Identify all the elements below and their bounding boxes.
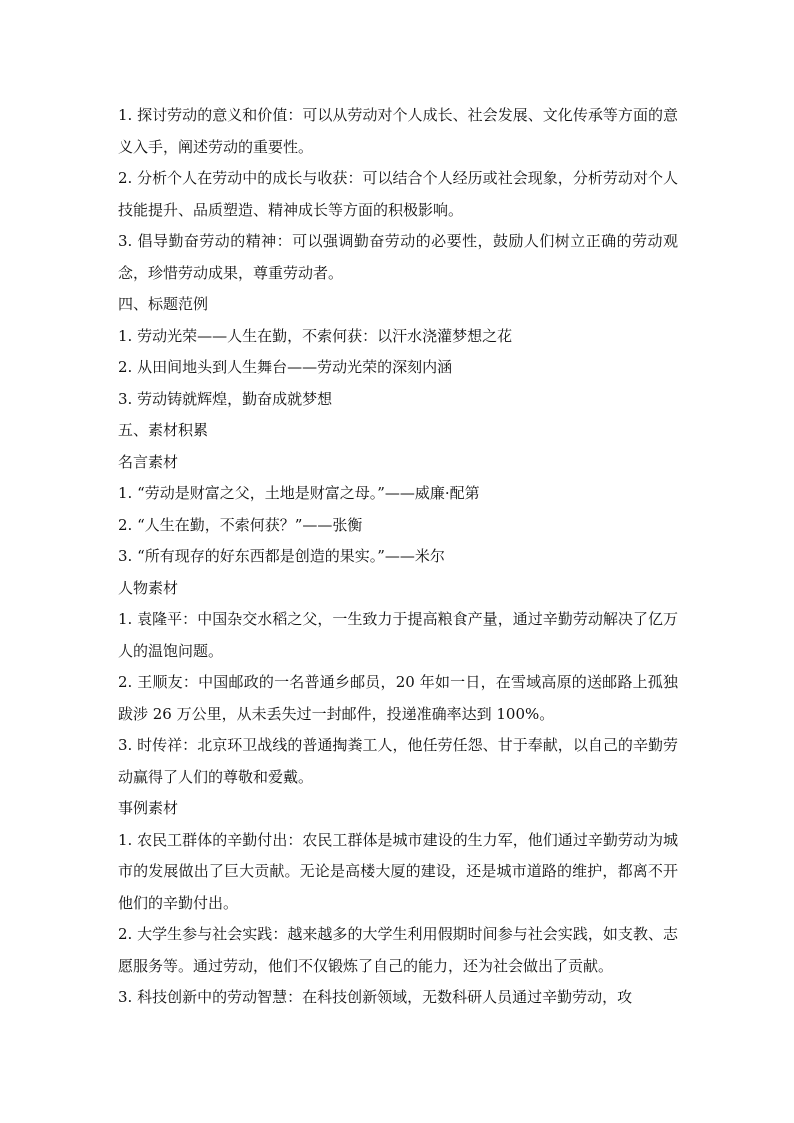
case-item-1: 1. 农民工群体的辛勤付出：农民工群体是城市建设的生力军，他们通过辛勤劳动为城市的发展做出了巨大贡献。无论是高楼大厦的建设，还是城市道路的维护，都离不开他们的辛勤付出。 [118,830,678,912]
document-body [118,100,678,1014]
case-item-3: 3. 科技创新中的劳动智慧：在科技创新领域，无数科研人员通过辛勤劳动，攻 [118,988,633,1006]
person-item-2: 2. 王顺友：中国邮政的一名普通乡邮员，20 年如一日，在雪域高原的送邮路上孤独跋涉 26 万公里，从未丢失过一封邮件，投递准确率达到 100%。 [118,673,678,723]
quote-item-1: 1. “劳动是财富之父，土地是财富之母。”——威廉·配第 [118,484,480,502]
section-heading-title-examples: 四、标题范例 [118,295,209,313]
title-example-2: 2. 从田间地头到人生舞台——劳动光荣的深刻内涵 [118,358,453,376]
person-item-3: 3. 时传祥：北京环卫战线的普通掏粪工人，他任劳任怨、甘于奉献，以自己的辛勤劳动赢得了人们的尊敬和爱戴。 [118,736,678,786]
subheading-quotes: 名言素材 [118,452,179,471]
quote-item-3: 3. “所有现存的好东西都是创造的果实。”——米尔 [118,547,445,565]
section-heading-materials: 五、素材积累 [118,421,209,439]
paragraph-personal-growth: 2. 分析个人在劳动中的成长与收获：可以结合个人经历或社会现象，分析劳动对个人技能提升、品质塑造、精神成长等方面的积极影响。 [118,169,678,219]
title-example-1: 1. 劳动光荣——人生在勤，不索何获：以汗水浇灌梦想之花 [118,326,513,345]
title-example-3: 3. 劳动铸就辉煌，勤奋成就梦想 [118,389,333,408]
person-item-1: 1. 袁隆平：中国杂交水稻之父，一生致力于提高粮食产量，通过辛勤劳动解决了亿万人的温饱问题。 [118,610,678,660]
quote-item-2: 2. “人生在勤，不索何获？”——张衡 [118,515,363,534]
subheading-cases: 事例素材 [118,799,179,817]
case-item-2: 2. 大学生参与社会实践：越来越多的大学生利用假期时间参与社会实践，如支教、志愿服务等。通过劳动，他们不仅锻炼了自己的能力，还为社会做出了贡献。 [118,925,678,975]
paragraph-meaning-of-labor: 1. 探讨劳动的意义和价值：可以从劳动对个人成长、社会发展、文化传承等方面的意义入手，阐述劳动的重要性。 [118,106,678,156]
subheading-people: 人物素材 [118,578,179,597]
paragraph-diligence-spirit: 3. 倡导勤奋劳动的精神：可以强调勤奋劳动的必要性，鼓励人们树立正确的劳动观念，珍惜劳动成果，尊重劳动者。 [118,232,678,282]
